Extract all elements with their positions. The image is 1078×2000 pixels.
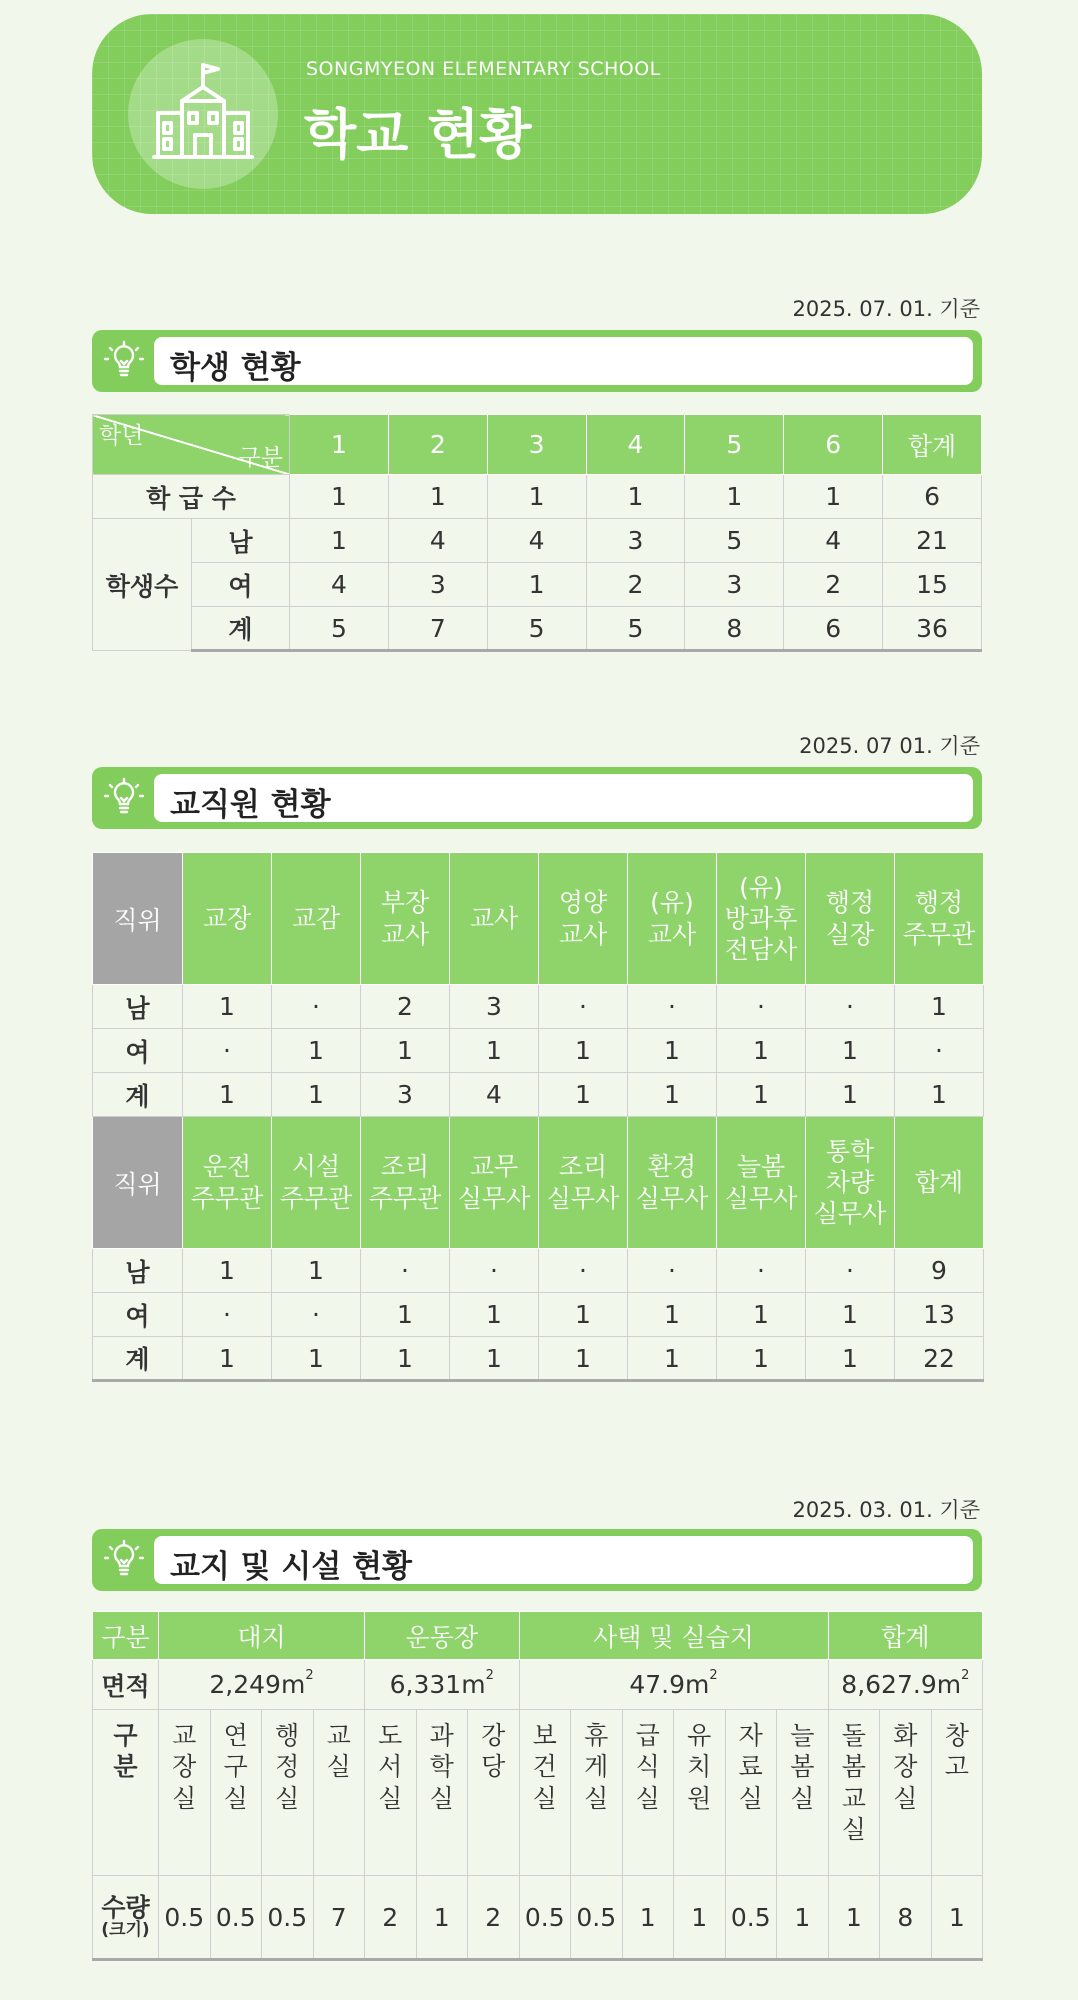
grade-header: 2 (388, 415, 487, 475)
area-value: 8,627.9m (841, 1670, 962, 1699)
table-cell: · (183, 1029, 272, 1073)
staff-section-title: 교직원 현황 (170, 787, 331, 823)
position-header: 환경 실무사 (628, 1117, 717, 1249)
table-cell: 1 (272, 1029, 361, 1073)
table-cell: 1 (806, 1029, 895, 1073)
grade-header: 5 (685, 415, 784, 475)
qty-label-cell (93, 1876, 159, 1960)
area-unit-sup: 2 (961, 1668, 970, 1683)
position-label: 직위 (93, 1117, 183, 1249)
table-cell: 4 (450, 1073, 539, 1117)
position-header: 조리 주무관 (361, 1117, 450, 1249)
area-cell (159, 1660, 365, 1710)
table-cell: 5 (586, 607, 685, 651)
student-count-label: 학생수 (93, 519, 192, 651)
facilities-table (92, 1611, 983, 1961)
room-name: 교 장 실 (159, 1710, 211, 1876)
table-cell: 1 (272, 1249, 361, 1293)
qty-cell: 1 (416, 1876, 468, 1960)
qty-cell: 0.5 (519, 1876, 571, 1960)
position-header: 조리 실무사 (539, 1117, 628, 1249)
row-label: 남 (93, 985, 183, 1029)
table-cell: 1 (628, 1337, 717, 1381)
class-count-cell: 1 (685, 475, 784, 519)
table-cell: 5 (290, 607, 389, 651)
page-title: 학교 현황 (304, 103, 532, 166)
grade-header: 6 (784, 415, 883, 475)
room-name: 강 당 (468, 1710, 520, 1876)
table-cell: 1 (539, 1337, 628, 1381)
table-cell: 1 (717, 1029, 806, 1073)
room-name: 창 고 (931, 1710, 983, 1876)
class-count-cell: 1 (784, 475, 883, 519)
table-cell: 6 (784, 607, 883, 651)
facilities-section-header (92, 1529, 982, 1591)
table-cell: 2 (784, 563, 883, 607)
room-name: 화 장 실 (880, 1710, 932, 1876)
room-name: 과 학 실 (416, 1710, 468, 1876)
table-cell: 1 (806, 1293, 895, 1337)
qty-cell: 2 (365, 1876, 417, 1960)
row-label: 계 (192, 607, 290, 651)
staff-date: 2025. 07 01. 기준 (799, 734, 980, 758)
position-header: 교사 (450, 853, 539, 985)
area-value: 2,249m (209, 1670, 306, 1699)
table-cell: 4 (487, 519, 586, 563)
table-cell: 15 (883, 563, 982, 607)
qty-cell: 1 (674, 1876, 726, 1960)
room-name: 유 치 원 (674, 1710, 726, 1876)
table-cell: 1 (717, 1293, 806, 1337)
position-header: 교장 (183, 853, 272, 985)
qty-cell: 0.5 (571, 1876, 623, 1960)
position-label: 직위 (93, 853, 183, 985)
table-cell: · (272, 985, 361, 1029)
row-label: 여 (192, 563, 290, 607)
table-cell: 1 (183, 1073, 272, 1117)
table-cell: · (272, 1293, 361, 1337)
class-count-cell: 1 (487, 475, 586, 519)
position-header: (유) 방과후 전담사 (717, 853, 806, 985)
table-cell: 13 (895, 1293, 984, 1337)
position-header: 시설 주무관 (272, 1117, 361, 1249)
table-cell: 1 (183, 1337, 272, 1381)
total-header: 합계 (883, 415, 982, 475)
table-cell: 1 (183, 985, 272, 1029)
table-cell: · (806, 1249, 895, 1293)
row-label: 남 (93, 1249, 183, 1293)
table-cell: 3 (586, 519, 685, 563)
position-header: 늘봄 실무사 (717, 1117, 806, 1249)
table-cell: 1 (628, 1073, 717, 1117)
position-header: 부장 교사 (361, 853, 450, 985)
lightbulb-icon (102, 776, 146, 820)
school-name-en: SONGMYEON ELEMENTARY SCHOOL (306, 58, 661, 80)
table-cell: 36 (883, 607, 982, 651)
table-cell: 3 (450, 985, 539, 1029)
row-label: 여 (93, 1293, 183, 1337)
room-name: 교 실 (313, 1710, 365, 1876)
qty-cell: 1 (828, 1876, 880, 1960)
position-header: 교무 실무사 (450, 1117, 539, 1249)
area-cell (365, 1660, 520, 1710)
table-cell: 8 (685, 607, 784, 651)
table-cell: 1 (717, 1073, 806, 1117)
area-unit-sup: 2 (709, 1668, 718, 1683)
position-header: 운전 주무관 (183, 1117, 272, 1249)
position-header: (유) 교사 (628, 853, 717, 985)
table-cell: 7 (388, 607, 487, 651)
area-cell (519, 1660, 828, 1710)
position-header: 합계 (895, 1117, 984, 1249)
lightbulb-icon (102, 1538, 146, 1582)
land-header: 사택 및 실습지 (519, 1612, 828, 1660)
position-header: 행정 주무관 (895, 853, 984, 985)
grade-header: 3 (487, 415, 586, 475)
rooms-label: 구 분 (93, 1710, 159, 1876)
room-name: 휴 게 실 (571, 1710, 623, 1876)
table-cell: 21 (883, 519, 982, 563)
table-cell: 3 (388, 563, 487, 607)
qty-cell: 1 (777, 1876, 829, 1960)
table-cell: 1 (806, 1073, 895, 1117)
table-cell: 5 (685, 519, 784, 563)
table-cell: 1 (487, 563, 586, 607)
table-cell: · (806, 985, 895, 1029)
header-banner (92, 14, 982, 214)
room-name: 늘 봄 실 (777, 1710, 829, 1876)
table-cell: 22 (895, 1337, 984, 1381)
table-cell: 1 (361, 1029, 450, 1073)
students-corner-cell: 학년 구분 (93, 415, 290, 475)
area-value: 47.9m (629, 1670, 710, 1699)
area-value: 6,331m (389, 1670, 486, 1699)
area-unit-sup: 2 (485, 1668, 494, 1683)
class-count-cell: 1 (586, 475, 685, 519)
table-cell: 1 (450, 1293, 539, 1337)
table-cell: · (895, 1029, 984, 1073)
lightbulb-icon (102, 339, 146, 383)
table-cell: 9 (895, 1249, 984, 1293)
row-label: 여 (93, 1029, 183, 1073)
category-label: 구분 (93, 1612, 159, 1660)
table-cell: 1 (539, 1029, 628, 1073)
table-cell: 2 (361, 985, 450, 1029)
students-section-title: 학생 현황 (170, 350, 301, 386)
table-cell: 4 (290, 563, 389, 607)
room-name: 연 구 실 (210, 1710, 262, 1876)
qty-cell: 8 (880, 1876, 932, 1960)
position-header: 영양 교사 (539, 853, 628, 985)
table-cell: 1 (290, 519, 389, 563)
qty-sub-label: (크기) (101, 1920, 150, 1941)
students-section-header (92, 330, 982, 392)
table-cell: 1 (183, 1249, 272, 1293)
table-cell: 1 (895, 1073, 984, 1117)
area-unit-sup: 2 (305, 1668, 314, 1683)
table-cell: 1 (361, 1337, 450, 1381)
table-cell: 1 (450, 1029, 539, 1073)
table-cell: 1 (895, 985, 984, 1029)
table-cell: 1 (539, 1293, 628, 1337)
qty-cell: 0.5 (159, 1876, 211, 1960)
facilities-section-title: 교지 및 시설 현황 (170, 1549, 412, 1585)
table-cell: · (539, 985, 628, 1029)
table-cell: 1 (628, 1293, 717, 1337)
qty-cell: 2 (468, 1876, 520, 1960)
area-cell (828, 1660, 983, 1710)
staff-section-header (92, 767, 982, 829)
land-header: 대지 (159, 1612, 365, 1660)
facilities-date: 2025. 03. 01. 기준 (792, 1498, 980, 1522)
table-cell: 1 (272, 1073, 361, 1117)
table-cell: 1 (361, 1293, 450, 1337)
class-count-cell: 1 (290, 475, 389, 519)
table-cell: · (450, 1249, 539, 1293)
table-cell: · (628, 985, 717, 1029)
room-name: 급 식 실 (622, 1710, 674, 1876)
table-cell: 3 (361, 1073, 450, 1117)
table-cell: 2 (586, 563, 685, 607)
row-label: 계 (93, 1073, 183, 1117)
area-label: 면적 (93, 1660, 159, 1710)
row-label: 계 (93, 1337, 183, 1381)
qty-label: 수량 (101, 1892, 150, 1922)
table-cell: 3 (685, 563, 784, 607)
position-header: 교감 (272, 853, 361, 985)
table-cell: · (183, 1293, 272, 1337)
qty-cell: 0.5 (210, 1876, 262, 1960)
staff-table (92, 852, 984, 1382)
school-building-icon (152, 61, 254, 165)
land-header: 합계 (828, 1612, 983, 1660)
qty-cell: 0.5 (262, 1876, 314, 1960)
table-cell: 4 (388, 519, 487, 563)
table-cell: 1 (272, 1337, 361, 1381)
qty-cell: 0.5 (725, 1876, 777, 1960)
students-date: 2025. 07. 01. 기준 (792, 297, 980, 321)
room-name: 돌 봄 교 실 (828, 1710, 880, 1876)
room-name: 도 서 실 (365, 1710, 417, 1876)
table-cell: 1 (806, 1337, 895, 1381)
table-cell: 4 (784, 519, 883, 563)
table-cell: · (628, 1249, 717, 1293)
table-cell: · (717, 1249, 806, 1293)
qty-cell: 7 (313, 1876, 365, 1960)
position-header: 통학 차량 실무사 (806, 1117, 895, 1249)
table-cell: · (361, 1249, 450, 1293)
class-count-cell: 6 (883, 475, 982, 519)
qty-cell: 1 (622, 1876, 674, 1960)
row-label: 남 (192, 519, 290, 563)
students-table (92, 414, 982, 652)
table-cell: 1 (539, 1073, 628, 1117)
table-cell: 1 (450, 1337, 539, 1381)
grade-header: 4 (586, 415, 685, 475)
table-cell: 1 (628, 1029, 717, 1073)
qty-cell: 1 (931, 1876, 983, 1960)
position-header: 행정 실장 (806, 853, 895, 985)
class-count-label: 학 급 수 (93, 475, 290, 519)
table-cell: 5 (487, 607, 586, 651)
class-count-cell: 1 (388, 475, 487, 519)
table-cell: · (717, 985, 806, 1029)
school-icon-circle (128, 39, 278, 189)
room-name: 보 건 실 (519, 1710, 571, 1876)
room-name: 행 정 실 (262, 1710, 314, 1876)
land-header: 운동장 (365, 1612, 520, 1660)
table-cell: · (539, 1249, 628, 1293)
grade-header: 1 (290, 415, 389, 475)
table-cell: 1 (717, 1337, 806, 1381)
room-name: 자 료 실 (725, 1710, 777, 1876)
